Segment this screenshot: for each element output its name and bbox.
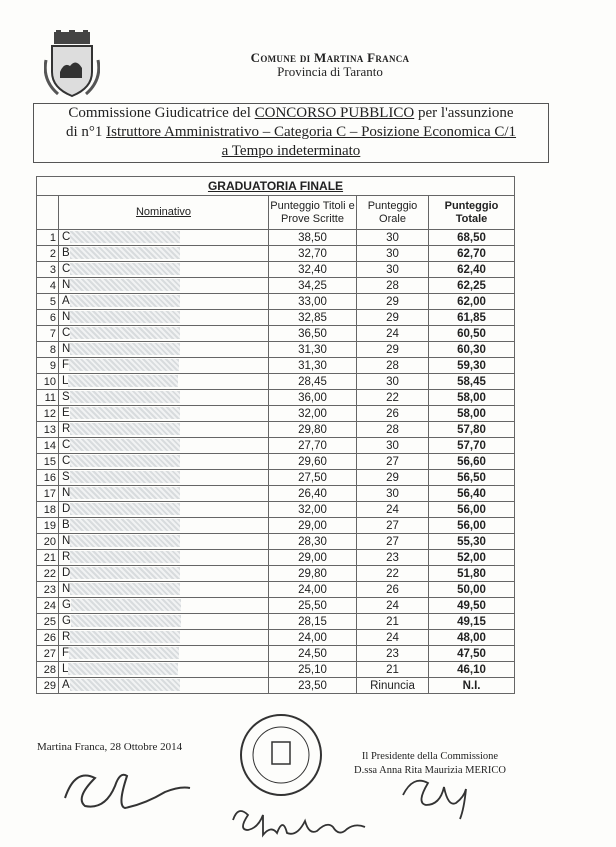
row-totale: 49,15 bbox=[429, 614, 515, 630]
row-orale: 29 bbox=[357, 342, 429, 358]
row-orale: 29 bbox=[357, 470, 429, 486]
row-number: 13 bbox=[37, 422, 59, 438]
row-nominativo bbox=[59, 502, 269, 518]
redacted-name bbox=[70, 551, 180, 563]
row-totale: 52,00 bbox=[429, 550, 515, 566]
row-totale: 49,50 bbox=[429, 598, 515, 614]
row-orale: 26 bbox=[357, 406, 429, 422]
row-titoli: 26,40 bbox=[269, 486, 357, 502]
redacted-name bbox=[71, 599, 181, 611]
row-number: 12 bbox=[37, 406, 59, 422]
row-titoli: 36,50 bbox=[269, 326, 357, 342]
row-number: 16 bbox=[37, 470, 59, 486]
row-nominativo bbox=[59, 406, 269, 422]
row-titoli: 32,40 bbox=[269, 262, 357, 278]
table-row bbox=[37, 486, 515, 502]
row-number: 14 bbox=[37, 438, 59, 454]
row-number: 11 bbox=[37, 390, 59, 406]
redacted-name bbox=[70, 407, 180, 419]
table-row bbox=[37, 406, 515, 422]
row-number: 1 bbox=[37, 230, 59, 246]
row-titoli: 29,60 bbox=[269, 454, 357, 470]
row-nominativo bbox=[59, 470, 269, 486]
row-totale: 50,00 bbox=[429, 582, 515, 598]
row-nominativo bbox=[59, 598, 269, 614]
row-number: 5 bbox=[37, 294, 59, 310]
row-nominativo bbox=[59, 230, 269, 246]
row-orale: 29 bbox=[357, 294, 429, 310]
row-number: 2 bbox=[37, 246, 59, 262]
name-initial: R bbox=[62, 551, 71, 564]
row-titoli: 28,45 bbox=[269, 374, 357, 390]
name-initial: B bbox=[62, 247, 70, 260]
table-row bbox=[37, 470, 515, 486]
row-nominativo bbox=[59, 550, 269, 566]
row-number: 25 bbox=[37, 614, 59, 630]
name-initial: N bbox=[62, 311, 71, 324]
table-row bbox=[37, 614, 515, 630]
row-orale: 24 bbox=[357, 630, 429, 646]
table-row bbox=[37, 326, 515, 342]
row-number: 28 bbox=[37, 662, 59, 678]
redacted-name bbox=[70, 503, 180, 515]
name-initial: N bbox=[62, 487, 71, 500]
row-number: 17 bbox=[37, 486, 59, 502]
redacted-name bbox=[70, 279, 180, 291]
name-initial: R bbox=[62, 423, 71, 436]
row-totale: 56,50 bbox=[429, 470, 515, 486]
signature-1 bbox=[55, 758, 205, 818]
name-initial: D bbox=[62, 503, 71, 516]
position-title: Istruttore Amministrativo – Categoria C – Posizione Economica C/1 bbox=[106, 124, 517, 140]
redacted-name bbox=[69, 647, 179, 659]
table-row bbox=[37, 342, 515, 358]
row-titoli: 32,85 bbox=[269, 310, 357, 326]
redacted-name bbox=[69, 359, 179, 371]
row-number: 15 bbox=[37, 454, 59, 470]
table-row bbox=[37, 582, 515, 598]
table-row bbox=[37, 230, 515, 246]
row-number: 23 bbox=[37, 582, 59, 598]
row-totale: 60,30 bbox=[429, 342, 515, 358]
name-initial: N bbox=[62, 583, 71, 596]
concorso-pubblico: CONCORSO PUBBLICO bbox=[254, 105, 415, 121]
header-nominativo: Nominativo bbox=[59, 196, 269, 230]
row-titoli: 24,00 bbox=[269, 582, 357, 598]
row-orale: 30 bbox=[357, 374, 429, 390]
table-row bbox=[37, 518, 515, 534]
row-titoli: 24,50 bbox=[269, 646, 357, 662]
row-orale: 28 bbox=[357, 422, 429, 438]
name-initial: B bbox=[62, 519, 70, 532]
header-titoli: Punteggio Titoli e Prove Scritte bbox=[269, 196, 357, 230]
ranking-table bbox=[36, 176, 515, 694]
row-titoli: 31,30 bbox=[269, 358, 357, 374]
row-orale: 23 bbox=[357, 646, 429, 662]
redacted-name bbox=[70, 423, 180, 435]
row-number: 27 bbox=[37, 646, 59, 662]
place-date: Martina Franca, 28 Ottobre 2014 bbox=[37, 741, 183, 753]
row-totale: 48,00 bbox=[429, 630, 515, 646]
row-totale: 46,10 bbox=[429, 662, 515, 678]
row-orale: 30 bbox=[357, 246, 429, 262]
redacted-name bbox=[70, 455, 180, 467]
row-nominativo bbox=[59, 454, 269, 470]
name-initial: L bbox=[62, 663, 69, 676]
row-number: 20 bbox=[37, 534, 59, 550]
row-titoli: 27,50 bbox=[269, 470, 357, 486]
row-titoli: 32,00 bbox=[269, 406, 357, 422]
row-nominativo bbox=[59, 262, 269, 278]
name-initial: E bbox=[62, 407, 70, 420]
name-initial: C bbox=[62, 231, 71, 244]
signature-2 bbox=[228, 800, 388, 840]
row-orale: 26 bbox=[357, 582, 429, 598]
table-title: GRADUATORIA FINALE bbox=[37, 177, 515, 196]
row-nominativo bbox=[59, 518, 269, 534]
row-titoli: 29,80 bbox=[269, 422, 357, 438]
name-initial: G bbox=[62, 599, 71, 612]
redacted-name bbox=[70, 439, 180, 451]
row-number: 7 bbox=[37, 326, 59, 342]
name-initial: S bbox=[62, 391, 70, 404]
row-nominativo bbox=[59, 326, 269, 342]
row-orale: 22 bbox=[357, 390, 429, 406]
redacted-name bbox=[71, 615, 181, 627]
redacted-name bbox=[70, 583, 180, 595]
row-orale: 21 bbox=[357, 662, 429, 678]
name-initial: F bbox=[62, 647, 70, 660]
redacted-name bbox=[70, 295, 180, 307]
signature-3 bbox=[395, 765, 475, 825]
president-name: D.ssa Anna Rita Maurizia MERICO bbox=[354, 765, 506, 776]
redacted-name bbox=[70, 247, 180, 259]
row-totale: 62,00 bbox=[429, 294, 515, 310]
row-number: 22 bbox=[37, 566, 59, 582]
table-row bbox=[37, 390, 515, 406]
table-row bbox=[37, 630, 515, 646]
row-number: 4 bbox=[37, 278, 59, 294]
redacted-name bbox=[70, 487, 180, 499]
row-number: 18 bbox=[37, 502, 59, 518]
row-orale: 30 bbox=[357, 438, 429, 454]
name-initial: S bbox=[62, 471, 70, 484]
row-totale: 62,40 bbox=[429, 262, 515, 278]
row-nominativo bbox=[59, 630, 269, 646]
row-orale: 30 bbox=[357, 262, 429, 278]
table-row bbox=[37, 550, 515, 566]
row-titoli: 32,00 bbox=[269, 502, 357, 518]
row-orale: 28 bbox=[357, 278, 429, 294]
row-nominativo bbox=[59, 294, 269, 310]
header-orale: Punteggio Orale bbox=[357, 196, 429, 230]
row-titoli: 25,10 bbox=[269, 662, 357, 678]
row-nominativo bbox=[59, 646, 269, 662]
commission-line2-pre: di n°1 bbox=[65, 124, 107, 140]
name-initial: N bbox=[62, 279, 71, 292]
row-titoli: 32,70 bbox=[269, 246, 357, 262]
table-row bbox=[37, 662, 515, 678]
row-totale: 56,00 bbox=[429, 518, 515, 534]
redacted-name bbox=[70, 263, 180, 275]
row-titoli: 25,50 bbox=[269, 598, 357, 614]
row-nominativo bbox=[59, 534, 269, 550]
row-totale: 56,00 bbox=[429, 502, 515, 518]
name-initial: G bbox=[62, 615, 71, 628]
row-number: 24 bbox=[37, 598, 59, 614]
row-titoli: 29,80 bbox=[269, 566, 357, 582]
redacted-name bbox=[68, 663, 178, 675]
row-orale: 28 bbox=[357, 358, 429, 374]
row-number: 8 bbox=[37, 342, 59, 358]
name-initial: R bbox=[62, 631, 71, 644]
row-orale: 30 bbox=[357, 486, 429, 502]
redacted-name bbox=[70, 343, 180, 355]
row-totale: 60,50 bbox=[429, 326, 515, 342]
redacted-name bbox=[68, 375, 178, 387]
row-nominativo bbox=[59, 358, 269, 374]
table-row bbox=[37, 310, 515, 326]
table-row bbox=[37, 566, 515, 582]
name-initial: C bbox=[62, 263, 71, 276]
redacted-name bbox=[70, 471, 180, 483]
row-totale: 57,80 bbox=[429, 422, 515, 438]
row-nominativo bbox=[59, 614, 269, 630]
table-row bbox=[37, 422, 515, 438]
table-row bbox=[37, 374, 515, 390]
name-initial: A bbox=[62, 679, 70, 692]
row-nominativo bbox=[59, 662, 269, 678]
row-titoli: 28,15 bbox=[269, 614, 357, 630]
row-nominativo bbox=[59, 374, 269, 390]
row-totale: 56,60 bbox=[429, 454, 515, 470]
row-nominativo bbox=[59, 422, 269, 438]
row-totale: 61,85 bbox=[429, 310, 515, 326]
name-initial: F bbox=[62, 359, 70, 372]
redacted-name bbox=[70, 679, 180, 691]
commission-box bbox=[33, 103, 549, 163]
row-totale: N.I. bbox=[429, 678, 515, 694]
redacted-name bbox=[70, 311, 180, 323]
row-number: 6 bbox=[37, 310, 59, 326]
name-initial: L bbox=[62, 375, 69, 388]
row-orale: 30 bbox=[357, 230, 429, 246]
comune-title: Comune di Martina Franca bbox=[250, 50, 410, 65]
row-number: 9 bbox=[37, 358, 59, 374]
row-orale: 27 bbox=[357, 534, 429, 550]
row-orale: 23 bbox=[357, 550, 429, 566]
row-nominativo bbox=[59, 246, 269, 262]
name-initial: N bbox=[62, 535, 71, 548]
row-totale: 58,45 bbox=[429, 374, 515, 390]
provincia-title: Provincia di Taranto bbox=[277, 64, 383, 79]
row-titoli: 23,50 bbox=[269, 678, 357, 694]
name-initial: C bbox=[62, 439, 71, 452]
row-totale: 56,40 bbox=[429, 486, 515, 502]
row-titoli: 34,25 bbox=[269, 278, 357, 294]
row-totale: 58,00 bbox=[429, 390, 515, 406]
row-number: 19 bbox=[37, 518, 59, 534]
row-orale: Rinuncia bbox=[357, 678, 429, 694]
row-nominativo bbox=[59, 486, 269, 502]
table-row bbox=[37, 534, 515, 550]
name-initial: N bbox=[62, 343, 71, 356]
row-number: 3 bbox=[37, 262, 59, 278]
table-row bbox=[37, 502, 515, 518]
table-row bbox=[37, 646, 515, 662]
row-titoli: 24,00 bbox=[269, 630, 357, 646]
crest-icon bbox=[44, 30, 100, 100]
row-totale: 47,50 bbox=[429, 646, 515, 662]
redacted-name bbox=[70, 391, 180, 403]
redacted-name bbox=[70, 231, 180, 243]
name-initial: D bbox=[62, 567, 71, 580]
row-titoli: 31,30 bbox=[269, 342, 357, 358]
redacted-name bbox=[70, 535, 180, 547]
name-initial: C bbox=[62, 327, 71, 340]
table-row bbox=[37, 294, 515, 310]
row-totale: 51,80 bbox=[429, 566, 515, 582]
row-nominativo bbox=[59, 390, 269, 406]
table-row bbox=[37, 358, 515, 374]
row-orale: 27 bbox=[357, 454, 429, 470]
redacted-name bbox=[70, 631, 180, 643]
header-number bbox=[37, 196, 59, 230]
row-totale: 58,00 bbox=[429, 406, 515, 422]
row-nominativo bbox=[59, 310, 269, 326]
table-row bbox=[37, 454, 515, 470]
president-title: Il Presidente della Commissione bbox=[361, 751, 499, 762]
row-titoli: 29,00 bbox=[269, 518, 357, 534]
row-titoli: 38,50 bbox=[269, 230, 357, 246]
row-nominativo bbox=[59, 438, 269, 454]
row-totale: 57,70 bbox=[429, 438, 515, 454]
header-totale: Punteggio Totale bbox=[429, 196, 515, 230]
row-orale: 29 bbox=[357, 310, 429, 326]
row-number: 29 bbox=[37, 678, 59, 694]
row-nominativo bbox=[59, 678, 269, 694]
row-titoli: 28,30 bbox=[269, 534, 357, 550]
row-orale: 24 bbox=[357, 502, 429, 518]
row-orale: 24 bbox=[357, 326, 429, 342]
row-orale: 24 bbox=[357, 598, 429, 614]
row-number: 21 bbox=[37, 550, 59, 566]
redacted-name bbox=[70, 567, 180, 579]
row-totale: 62,70 bbox=[429, 246, 515, 262]
table-row bbox=[37, 598, 515, 614]
row-number: 10 bbox=[37, 374, 59, 390]
commission-text-post: per l'assunzione bbox=[414, 105, 514, 121]
row-totale: 68,50 bbox=[429, 230, 515, 246]
commission-text: Commissione Giudicatrice del bbox=[68, 105, 255, 121]
official-stamp bbox=[238, 712, 324, 798]
row-totale: 59,30 bbox=[429, 358, 515, 374]
row-orale: 22 bbox=[357, 566, 429, 582]
row-totale: 55,30 bbox=[429, 534, 515, 550]
table-row bbox=[37, 246, 515, 262]
row-titoli: 36,00 bbox=[269, 390, 357, 406]
row-titoli: 29,00 bbox=[269, 550, 357, 566]
table-row bbox=[37, 678, 515, 694]
row-titoli: 27,70 bbox=[269, 438, 357, 454]
table-row bbox=[37, 438, 515, 454]
table-row bbox=[37, 278, 515, 294]
row-nominativo bbox=[59, 582, 269, 598]
redacted-name bbox=[70, 519, 180, 531]
name-initial: C bbox=[62, 455, 71, 468]
redacted-name bbox=[70, 327, 180, 339]
row-nominativo bbox=[59, 566, 269, 582]
row-orale: 27 bbox=[357, 518, 429, 534]
row-nominativo bbox=[59, 342, 269, 358]
row-totale: 62,25 bbox=[429, 278, 515, 294]
table-row bbox=[37, 262, 515, 278]
name-initial: A bbox=[62, 295, 70, 308]
row-number: 26 bbox=[37, 630, 59, 646]
row-titoli: 33,00 bbox=[269, 294, 357, 310]
row-nominativo bbox=[59, 278, 269, 294]
row-orale: 21 bbox=[357, 614, 429, 630]
contract-type: a Tempo indeterminato bbox=[221, 143, 361, 159]
